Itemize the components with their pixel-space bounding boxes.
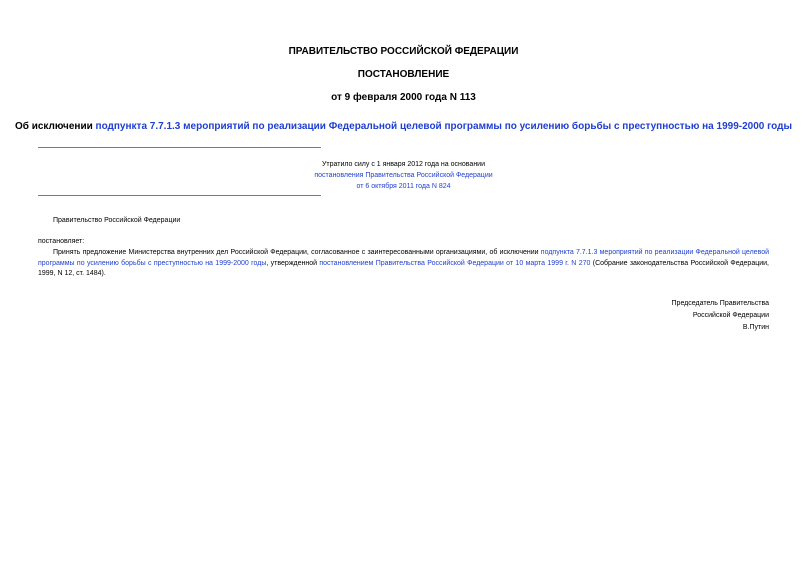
title-prefix: Об исключении (14, 121, 96, 132)
issuer-text: Правительство Российской Федерации (53, 217, 181, 224)
paragraph-text-3: (Собрание законодательства Российской Федерации, 1999, N 12, ст. 1484). (38, 259, 769, 277)
status-note-link-line-2[interactable]: постановления Правительства Российской Федерации (314, 172, 493, 179)
resolution-paragraph (38, 248, 769, 280)
paragraph-link-subitem[interactable]: подпункта 7.7.1.3 мероприятий по реализации Федеральной целевой программы по усилению борьбы с преступностью на 1999-2000 годы (38, 249, 770, 267)
resolves-text: постановляет: (38, 238, 85, 245)
title-link[interactable]: подпункта 7.7.1.3 мероприятий по реализации Федеральной целевой программы по усилению борьбы с преступностью на 1999-2000 годы (95, 121, 793, 132)
status-note-bottom-rule (38, 195, 321, 196)
document-type-heading: ПОСТАНОВЛЕНИЕ (357, 69, 450, 80)
signature-position-1: Председатель Правительства (671, 300, 769, 307)
status-note-top-rule (38, 147, 321, 148)
status-note (250, 159, 557, 192)
government-heading: ПРАВИТЕЛЬСТВО РОССИЙСКОЙ ФЕДЕРАЦИИ (288, 46, 519, 57)
paragraph-text-2: , утвержденной (266, 259, 320, 267)
paragraph-link-resolution[interactable]: постановлением Правительства Российской Федерации от 10 марта 1999 г. N 270 (319, 259, 591, 267)
document-date-number: от 9 февраля 2000 года N 113 (331, 92, 476, 103)
paragraph-text-1: Принять предложение Министерства внутренних дел Российской Федерации, согласованное с заинтересованными организациями, об исключении (53, 249, 541, 256)
status-note-link-line-3[interactable]: от 6 октября 2011 года N 824 (356, 183, 451, 190)
signature-name: В.Путин (742, 324, 769, 331)
signature-block (672, 298, 769, 334)
signature-position-2: Российской Федерации (692, 312, 769, 319)
status-note-line-1: Утратило силу с 1 января 2012 года на основании (321, 161, 486, 168)
document-title (0, 121, 807, 132)
